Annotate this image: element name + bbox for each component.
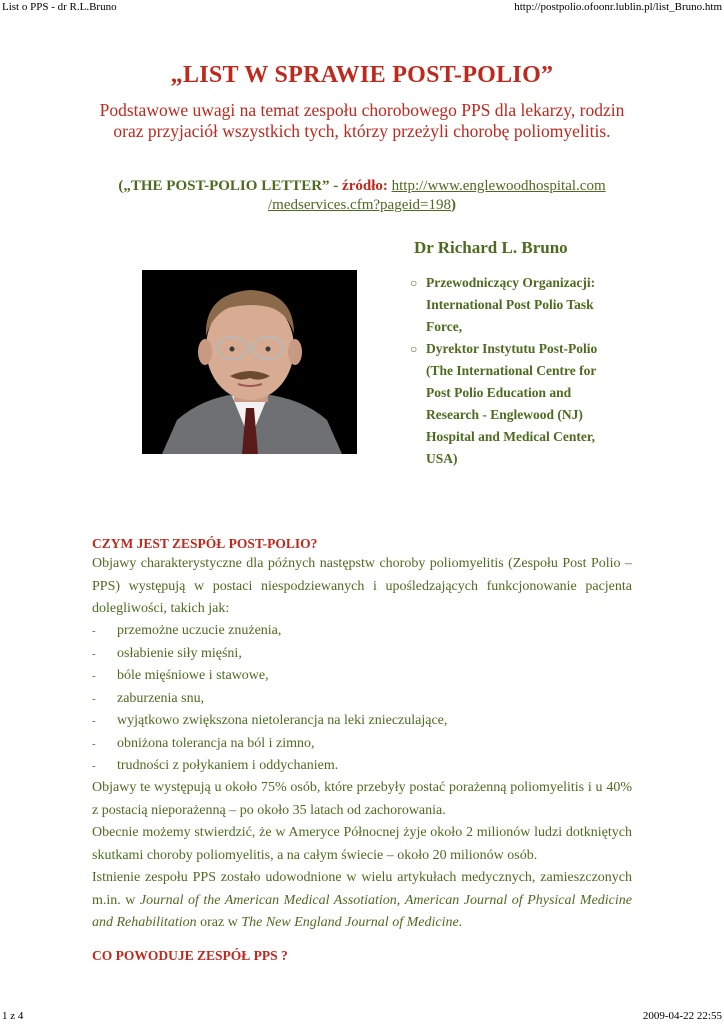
author-role-text: Przewodniczący Organizacji: International Post Polio Task Force, xyxy=(426,275,596,334)
document-title: „LIST W SPRAWIE POST-POLIO” xyxy=(170,62,554,88)
dash-bullet-icon: - xyxy=(92,670,96,682)
intro-paragraph: Objawy charakterystyczne dla późnych następstw choroby poliomyelitis (Zespołu Post Polio – PPS) występują w postaci niespodziewanych i upośledzających funkcjonowanie pacjenta dolegliwości, takich jak: xyxy=(92,556,632,616)
journal-title: Journal of the American Medical Assotiation xyxy=(139,892,397,908)
paragraph-references xyxy=(92,867,632,935)
list-item xyxy=(92,643,632,666)
circle-bullet-icon: ○ xyxy=(410,276,418,290)
source-open: („ xyxy=(118,178,131,194)
symptom-list xyxy=(92,620,632,778)
dash-bullet-icon: - xyxy=(92,647,96,660)
list-item-text: osłabienie siły mięśni, xyxy=(117,645,242,661)
source-citation xyxy=(90,177,634,215)
section-heading: CO POWODUJE ZESPÓŁ PPS ? xyxy=(92,948,288,963)
list-item xyxy=(92,710,632,733)
dash-bullet-icon: - xyxy=(92,692,96,705)
text-span: oraz w xyxy=(196,915,242,930)
list-item xyxy=(92,665,632,688)
list-item-text: wyjątkowo zwiększona nietolerancja na leki znieczulające, xyxy=(117,713,448,728)
list-item-text: trudności z połykaniem i oddychaniem. xyxy=(117,758,339,773)
journal-title: American Journal of Physical Medicine and Rehabilitation xyxy=(92,892,633,930)
text-span: , xyxy=(396,892,405,908)
list-item xyxy=(92,733,632,756)
paragraph-prevalence: Objawy te występują u około 75% osób, które przebyły postać porażenną poliomyelitis i u 40% z postacią nieporażenną – po około 35 latach od zachorowania. xyxy=(92,780,632,818)
list-item xyxy=(92,688,632,711)
author-name: Dr Richard L. Bruno xyxy=(414,238,568,257)
print-timestamp: 2009-04-22 22:55 xyxy=(642,1010,722,1022)
author-role-item xyxy=(410,272,610,338)
source-label: źródło: xyxy=(342,178,388,194)
document-subtitle: Podstawowe uwagi na temat zespołu chorobowego PPS dla lekarzy, rodzin oraz przyjaciół wszystkich tych, którzy przeżyli chorobę poliomyelitis. xyxy=(99,100,625,141)
browser-header-url: http://postpolio.ofoonr.lublin.pl/list_Bruno.htm xyxy=(514,1,722,13)
browser-header-title: List o PPS - dr R.L.Bruno xyxy=(2,1,117,13)
text-span: Istnienie zespołu PPS zostało udowodnione w wielu artykułach medycznych, zamieszczonych m.in. w xyxy=(92,870,632,908)
dash-bullet-icon: - xyxy=(92,737,96,750)
list-item-text: zaburzenia snu, xyxy=(117,690,205,706)
source-link[interactable]: http://www.englewoodhospital.com /medservices.cfm?pageid=198 xyxy=(268,178,606,213)
section-heading: CZYM JEST ZESPÓŁ POST-POLIO? xyxy=(92,536,318,551)
list-item-text: bóle mięśniowe i stawowe, xyxy=(117,668,269,683)
author-portrait-image xyxy=(142,270,357,454)
author-photo xyxy=(142,270,357,454)
circle-bullet-icon: ○ xyxy=(410,342,418,356)
list-item xyxy=(92,755,632,778)
list-item xyxy=(92,620,632,643)
dash-bullet-icon: - xyxy=(92,625,96,637)
author-roles-list xyxy=(410,272,610,470)
source-close: ) xyxy=(450,197,456,213)
page-counter: 1 z 4 xyxy=(2,1010,24,1022)
source-title: THE POST-POLIO LETTER” - xyxy=(130,178,343,194)
text-span: . xyxy=(458,915,463,930)
journal-title: The New England Journal of Medicine xyxy=(241,915,459,930)
paragraph-statistics: Obecnie możemy stwierdzić, że w Ameryce Północnej żyje około 2 milionów ludzi dotkniętych skutkami choroby poliomyelitis, a na całym świecie – około 20 milionów osób. xyxy=(92,825,632,863)
list-item-text: obniżona tolerancja na ból i zimno, xyxy=(117,735,315,751)
author-role-text: Dyrektor Instytutu Post-Polio (The International Centre for Post Polio Education and Research - Englewood (NJ) Hospital and Medical Center, USA) xyxy=(426,341,598,466)
dash-bullet-icon: - xyxy=(92,760,96,772)
author-role-item xyxy=(410,338,610,470)
list-item-text: przemożne uczucie znużenia, xyxy=(117,623,282,638)
dash-bullet-icon: - xyxy=(92,715,96,727)
